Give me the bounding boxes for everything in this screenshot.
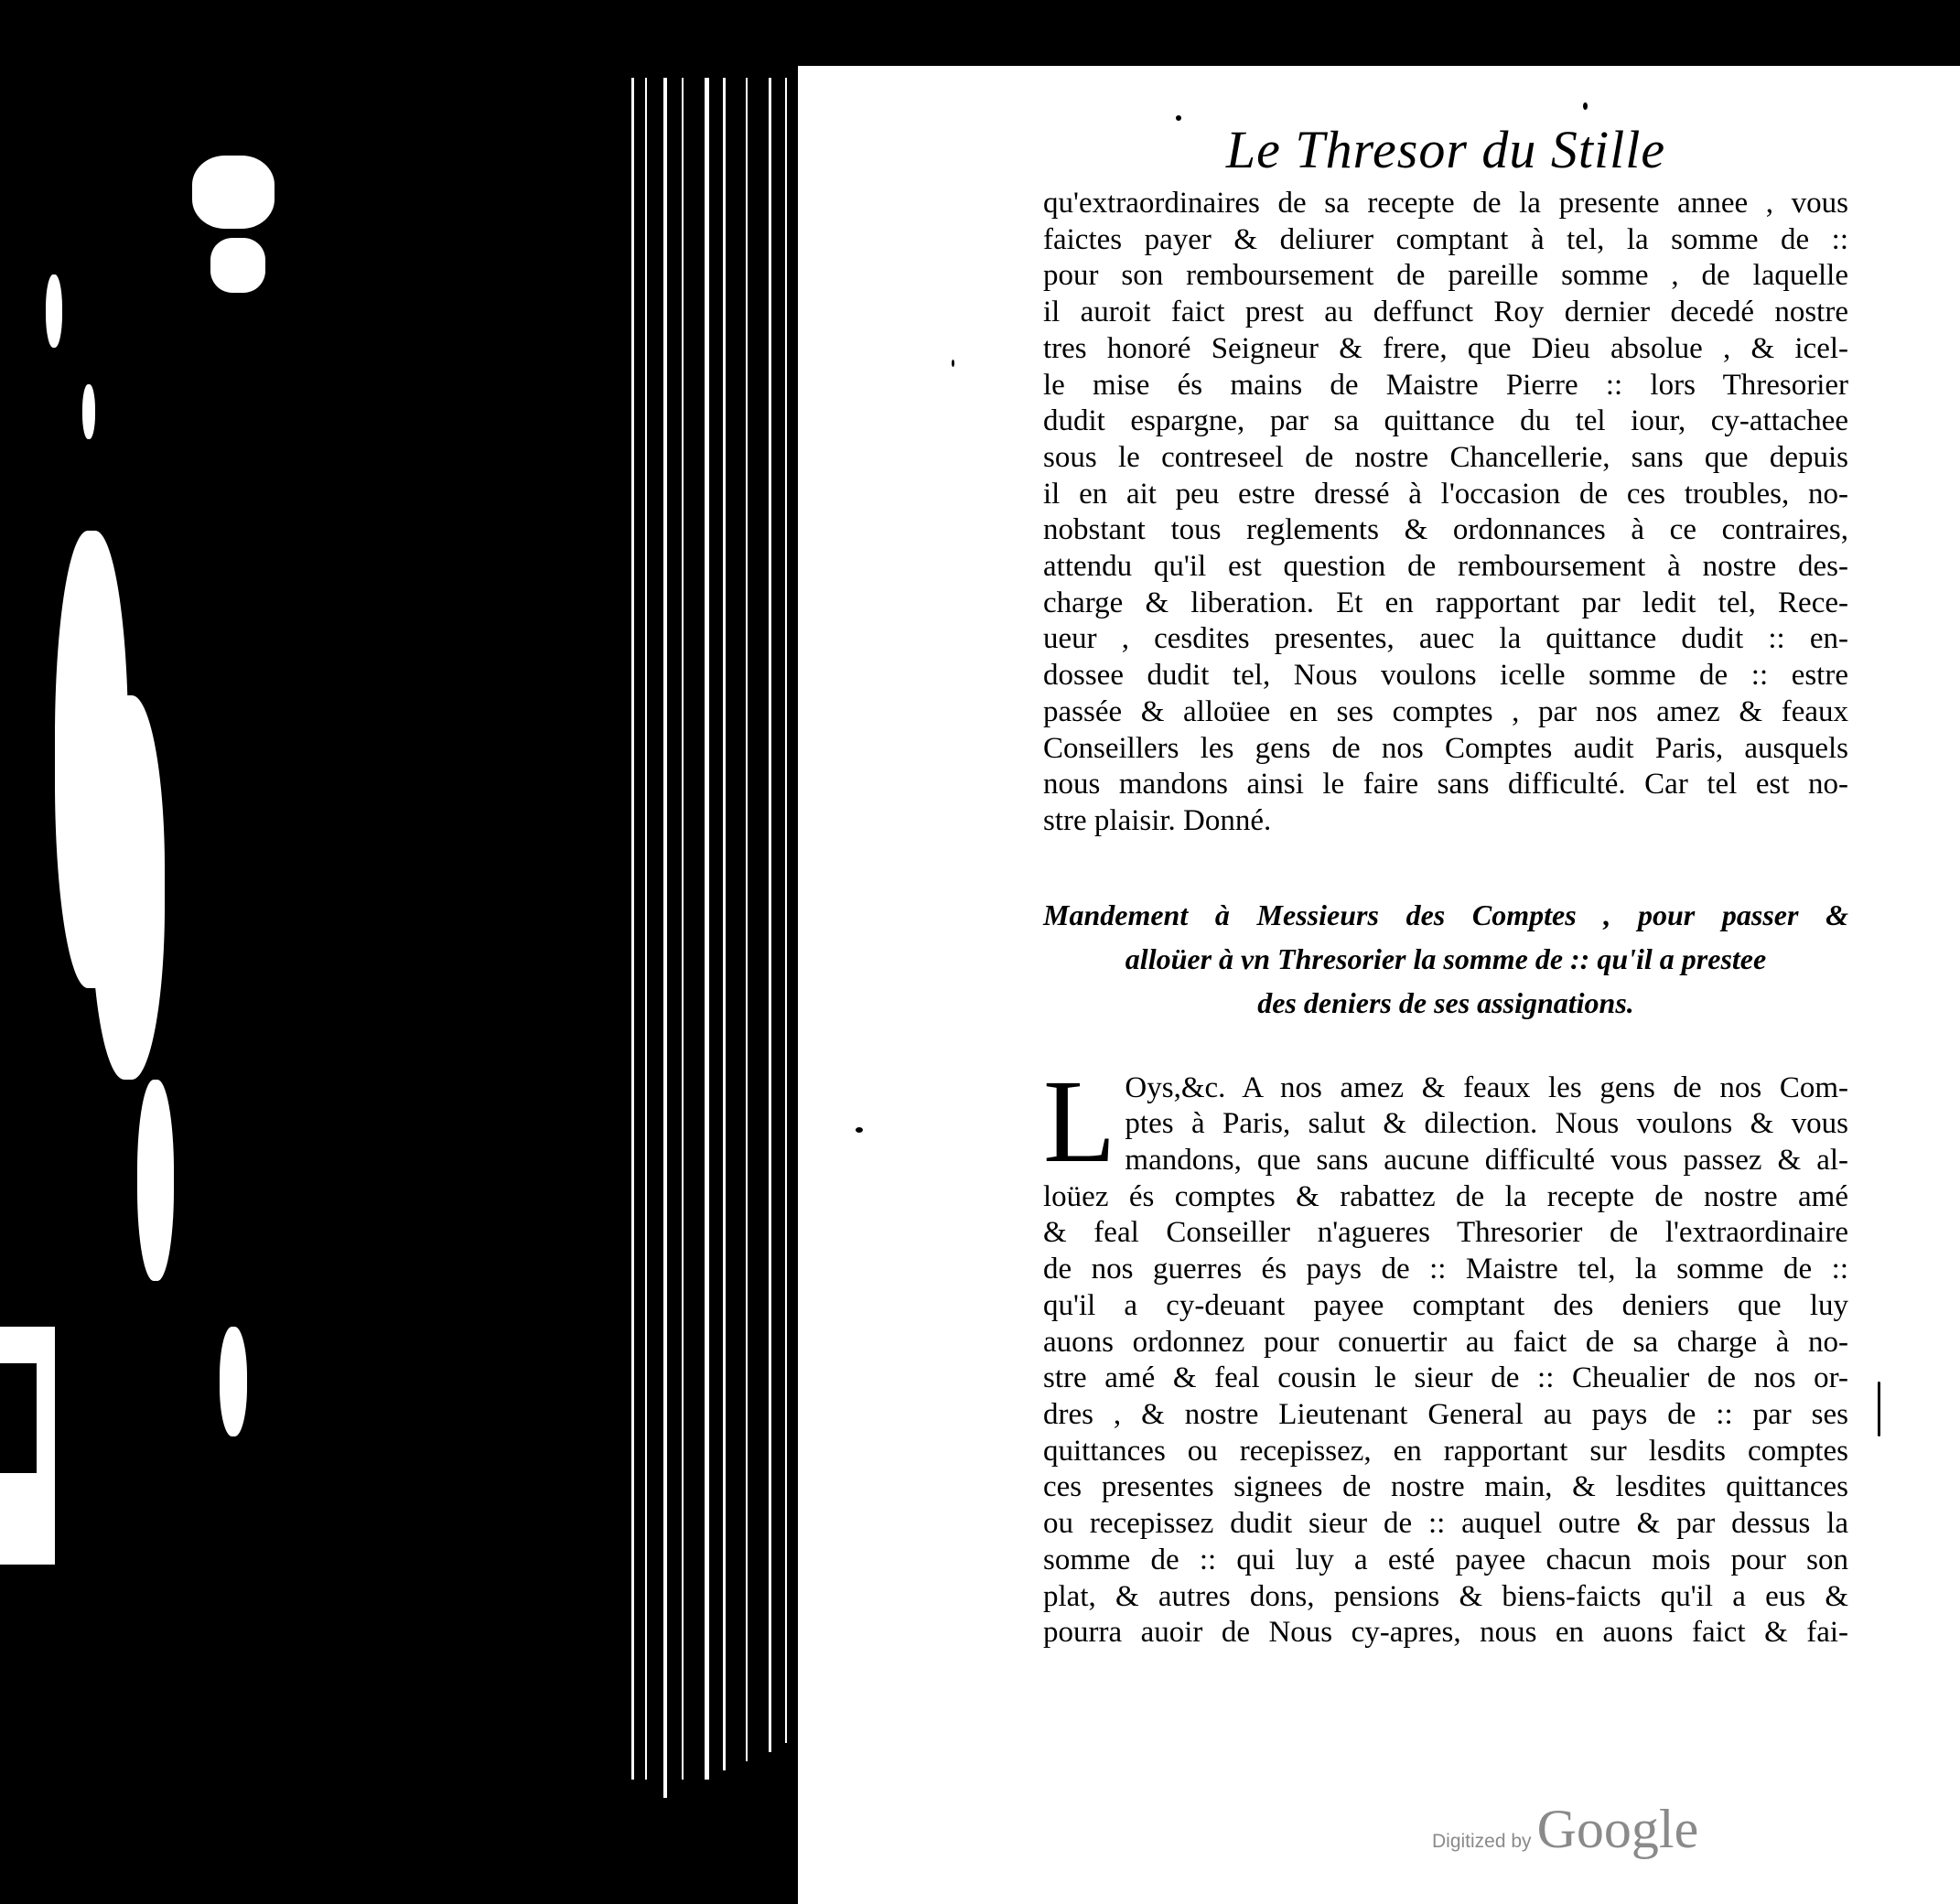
section-heading xyxy=(1043,893,1848,1025)
text-line: le mise és mains de Maistre Pierre :: lors Thresorier xyxy=(1043,368,1848,402)
print-speck xyxy=(856,1127,863,1133)
text-line: nous mandons ainsi le faire sans difficulté. Car tel est no- xyxy=(1043,768,1848,801)
text-line: dossee dudit tel, Nous voulons icelle somme de :: estre xyxy=(1043,659,1848,693)
section-2-text xyxy=(1043,1055,1848,1651)
text-line: dres , & nostre Lieutenant General au pays de :: par ses xyxy=(1043,1397,1848,1431)
smear-highlight xyxy=(46,274,62,348)
page-edge-line xyxy=(746,78,748,1761)
google-logo: Google xyxy=(1536,1799,1699,1859)
text-line: & feal Conseiller n'agueres Thresorier de l'extraordinaire xyxy=(1043,1216,1848,1250)
page-edge-line xyxy=(663,78,667,1798)
text-line: passée & alloüee en ses comptes , par nos amez & feaux xyxy=(1043,694,1848,728)
swatch-notch xyxy=(0,1363,37,1473)
text-line: somme de :: qui luy a esté payee chacun mois pour son xyxy=(1043,1543,1848,1576)
smear-highlight xyxy=(192,156,275,229)
text-line: sous le contreseel de nostre Chancellerie, sans que depuis xyxy=(1043,440,1848,474)
text-line: quittances ou recepissez, en rapportant sur lesdits comptes xyxy=(1043,1434,1848,1468)
smear-highlight xyxy=(137,1080,174,1281)
text-line: ces presentes signees de nostre main, & lesdites quittances xyxy=(1043,1470,1848,1504)
smear-highlight xyxy=(210,238,265,293)
text-line: qu'il a cy-deuant payee comptant des deniers que luy xyxy=(1043,1288,1848,1322)
page-edge-line xyxy=(769,78,771,1752)
drop-cap: L xyxy=(1043,1055,1116,1188)
text-line: dudit espargne, par sa quittance du tel iour, cy-attachee xyxy=(1043,404,1848,438)
page-edge-line xyxy=(682,78,684,1780)
page-edge-line xyxy=(705,78,709,1780)
text-line: nobstant tous reglements & ordonnances à ce contraires, xyxy=(1043,513,1848,547)
text-line: de nos guerres és pays de :: Maistre tel, la somme de :: xyxy=(1043,1253,1848,1286)
smear-highlight xyxy=(220,1327,247,1436)
text-line: plat, & autres dons, pensions & biens-faicts qu'il a eus & xyxy=(1043,1579,1848,1613)
page-edge-line xyxy=(723,78,726,1770)
text-line: auons ordonnez pour conuertir au faict de sa charge à no- xyxy=(1043,1325,1848,1359)
running-head: Le Thresor du Stille xyxy=(1225,120,1666,179)
text-line: tres honoré Seigneur & frere, que Dieu absolue , & icel- xyxy=(1043,331,1848,365)
text-line: stre plaisir. Donné. xyxy=(1043,803,1272,837)
text-line: qu'extraordinaires de sa recepte de la presente annee , vous xyxy=(1043,187,1848,220)
text-line: attendu qu'il est question de remboursement à nostre des- xyxy=(1043,550,1848,584)
text-line: loüez és comptes & rabattez de la recepte de nostre amé xyxy=(1043,1179,1848,1213)
text-line: ou recepissez dudit sieur de :: auquel outre & par dessus la xyxy=(1043,1507,1848,1541)
section-1-text xyxy=(1043,186,1848,840)
top-scan-border xyxy=(0,0,1960,66)
print-speck xyxy=(1583,102,1588,110)
text-line: stre amé & feal cousin le sieur de :: Cheualier de nos or- xyxy=(1043,1361,1848,1395)
page-edge-line xyxy=(631,78,634,1780)
text-line: faictes payer & deliurer comptant à tel, la somme de :: xyxy=(1043,222,1848,256)
print-speck xyxy=(952,360,954,367)
text-line: ueur , cesdites presentes, auec la quittance dudit :: en- xyxy=(1043,622,1848,656)
smear-highlight xyxy=(82,384,95,439)
text-line: il auroit faict prest au deffunct Roy dernier decedé nostre xyxy=(1043,296,1848,329)
text-line: pour son remboursement de pareille somme , de laquelle xyxy=(1043,259,1848,293)
page-edge-line xyxy=(645,78,647,1780)
heading-line: alloüer à vn Thresorier la somme de :: qu'il a prestee xyxy=(1125,941,1767,975)
text-line: charge & liberation. Et en rapportant par ledit tel, Rece- xyxy=(1043,586,1848,619)
text-line: pourra auoir de Nous cy-apres, nous en auons faict & fai- xyxy=(1043,1616,1848,1650)
text-line: Oys,&c. A nos amez & feaux les gens de nos Com- xyxy=(1125,1070,1848,1104)
heading-line: Mandement à Messieurs des Comptes , pour passer & xyxy=(1043,898,1848,931)
heading-line: des deniers de ses assignations. xyxy=(1257,985,1634,1019)
page-text xyxy=(1043,119,1848,1651)
print-speck xyxy=(1878,1382,1880,1436)
smear-highlight xyxy=(92,695,165,1080)
text-line: ptes à Paris, salut & dilection. Nous voulons & vous xyxy=(1125,1107,1848,1141)
watermark-prefix: Digitized by xyxy=(1432,1831,1532,1852)
digitized-by-watermark xyxy=(1432,1798,1698,1861)
page-edge-line xyxy=(785,78,787,1743)
text-line: il en ait peu estre dressé à l'occasion de ces troubles, no- xyxy=(1043,477,1848,511)
text-line: mandons, que sans aucune difficulté vous passez & al- xyxy=(1125,1144,1848,1178)
text-line: Conseillers les gens de nos Comptes audit Paris, ausquels xyxy=(1043,731,1848,765)
